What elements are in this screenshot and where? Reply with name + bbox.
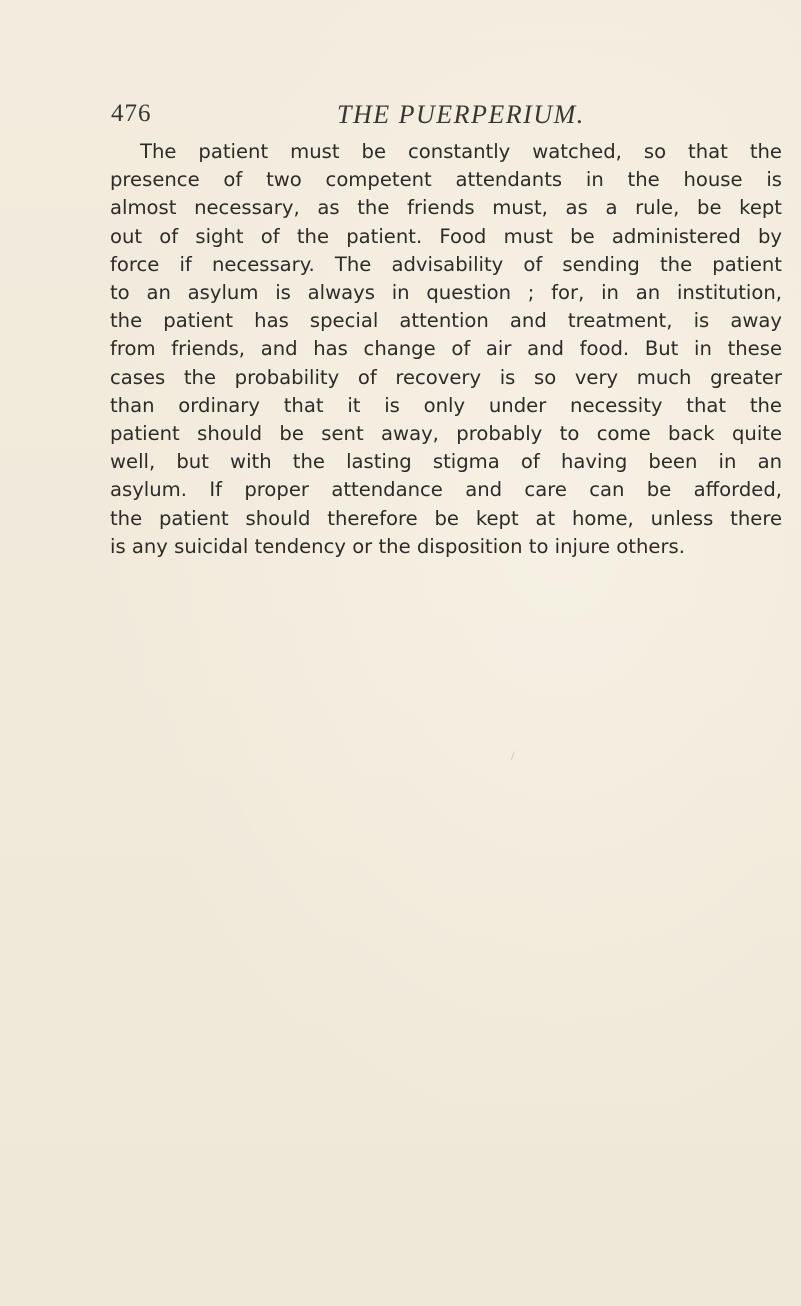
body-paragraph [110, 138, 782, 561]
page-number: 476 [111, 100, 152, 127]
paper-blemish: / [511, 748, 515, 763]
text-line: to an asylum is always in question ; for, in an institution, [110, 281, 782, 305]
running-head [111, 100, 781, 134]
text-line: from friends, and has change of air and food. But in these [110, 337, 782, 361]
text-line: force if necessary. The advisability of sending the patient [110, 252, 782, 276]
text-line: The patient must be constantly watched, so that the [140, 140, 782, 163]
text-line: the patient should therefore be kept at home, unless there [110, 506, 782, 530]
text-line: presence of two competent attendants in the house is [110, 168, 782, 192]
running-title: THE PUERPERIUM. [337, 100, 585, 129]
text-line: is any suicidal tendency or the disposition to injure others. [110, 534, 685, 558]
text-line: cases the probability of recovery is so very much greater [110, 365, 782, 389]
text-line: the patient has special attention and treatment, is away [110, 309, 782, 333]
text-line: asylum. If proper attendance and care can be afforded, [110, 478, 782, 502]
text-line: than ordinary that it is only under necessity that the [110, 393, 782, 417]
text-line: well, but with the lasting stigma of having been in an [110, 450, 782, 474]
text-line: patient should be sent away, probably to come back quite [110, 422, 782, 446]
text-line: out of sight of the patient. Food must be administered by [110, 224, 782, 248]
text-line: almost necessary, as the friends must, as a rule, be kept [110, 196, 782, 220]
